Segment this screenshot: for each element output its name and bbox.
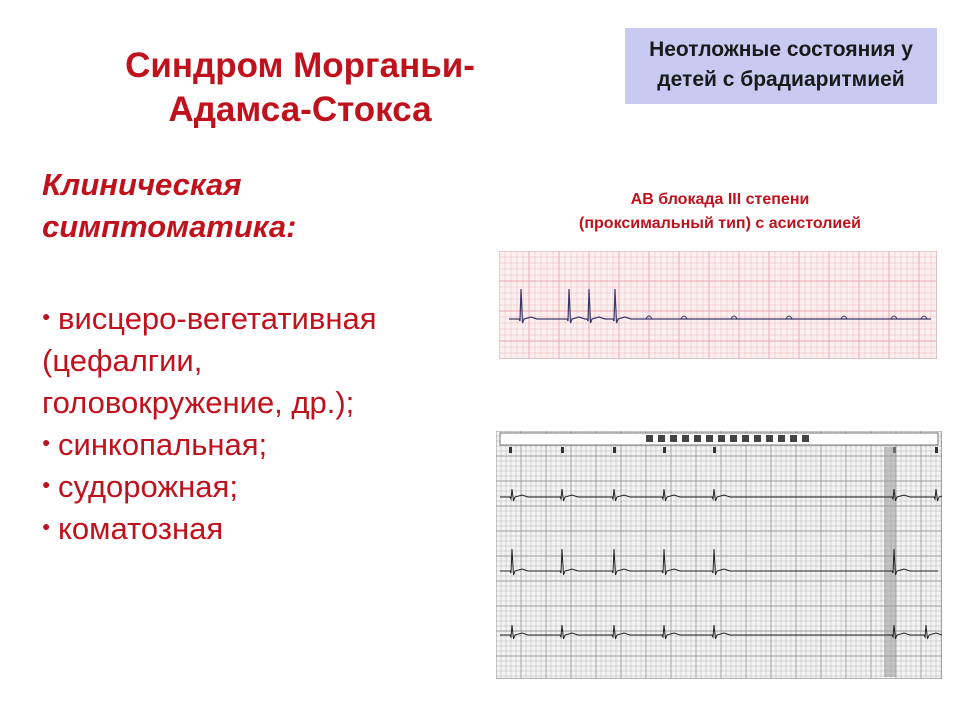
slide-title-line-2: Адамса-Стокса (168, 90, 432, 129)
ecg-caption (500, 188, 940, 236)
symptom-line: висцеро-вегетативная (58, 301, 377, 336)
symptom-list (42, 298, 462, 550)
header-glyph (694, 435, 701, 442)
ecg-caption-line-2: (проксимальный тип) с асистолией (579, 215, 861, 232)
section-heading-line-1: Клиническая (42, 167, 242, 202)
highlight-band (884, 447, 896, 677)
symptom-line: (цефалгии, (42, 343, 203, 378)
beat-marker (935, 447, 938, 453)
topic-badge-line-2: детей с брадиаритмией (657, 68, 905, 91)
beat-marker (561, 447, 564, 453)
header-glyph (670, 435, 677, 442)
header-glyph (646, 435, 653, 442)
topic-badge-line-1: Неотложные состояния у (649, 38, 913, 61)
bullet-icon: ● (42, 434, 51, 450)
section-heading (42, 164, 296, 248)
ecg-strip-monitor (496, 431, 942, 679)
slide-title (70, 44, 530, 132)
bullet-icon: ● (42, 518, 51, 534)
symptom-item (42, 298, 462, 424)
symptom-line: коматозная (58, 511, 224, 546)
symptom-line: судорожная; (58, 469, 238, 504)
ecg-caption-line-1: АВ блокада III степени (630, 191, 810, 208)
bullet-icon: ● (42, 476, 51, 492)
header-glyph (730, 435, 737, 442)
topic-badge (625, 28, 937, 104)
beat-marker (663, 447, 666, 453)
bullet-icon: ● (42, 308, 51, 324)
symptom-item (42, 424, 462, 466)
header-glyph (778, 435, 785, 442)
header-glyph (706, 435, 713, 442)
header-glyph (766, 435, 773, 442)
header-glyph (682, 435, 689, 442)
beat-marker (509, 447, 512, 453)
section-heading-line-2: симптоматика: (42, 209, 297, 244)
header-glyph (802, 435, 809, 442)
slide-title-line-1: Синдром Морганьи- (125, 46, 475, 85)
symptom-item (42, 466, 462, 508)
header-glyph (790, 435, 797, 442)
header-glyph (754, 435, 761, 442)
header-glyph (742, 435, 749, 442)
beat-marker (613, 447, 616, 453)
symptom-item (42, 508, 462, 550)
symptom-line: синкопальная; (58, 427, 268, 462)
header-glyph (718, 435, 725, 442)
beat-marker (713, 447, 716, 453)
symptom-line: головокружение, др.); (42, 385, 355, 420)
ecg-strip-top (499, 251, 937, 359)
header-glyph (658, 435, 665, 442)
